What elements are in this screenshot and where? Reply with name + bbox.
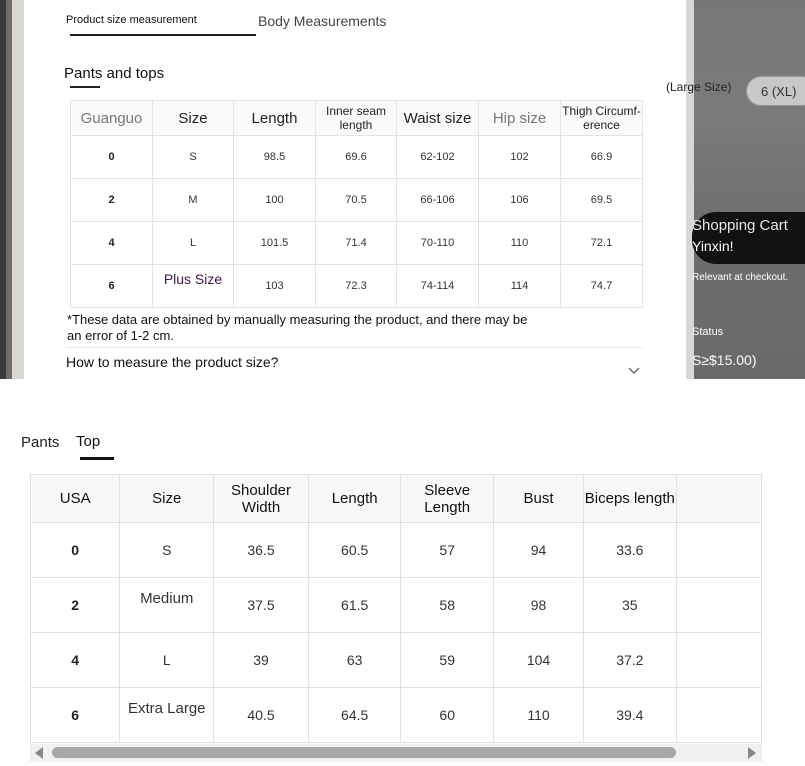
column-header: USA [31, 475, 120, 523]
table-cell: 2 [71, 179, 153, 222]
table-cell: 37.5 [214, 578, 309, 633]
table-cell: 100 [234, 179, 316, 222]
size-label: Extra Large [127, 699, 206, 717]
size-option-large[interactable]: (Large Size) [666, 80, 732, 94]
arrow-right-icon[interactable] [748, 747, 756, 759]
section-title[interactable]: Pants and tops [64, 65, 165, 82]
table-cell: 66.9 [561, 136, 643, 179]
table-cell: 66-106 [397, 179, 479, 222]
table-cell: 35 [584, 578, 676, 633]
table-cell [676, 688, 761, 743]
table-cell: 101.5 [234, 222, 316, 265]
table-cell: 74-114 [397, 265, 479, 308]
column-header [676, 475, 761, 523]
tab-body-measurements[interactable]: Body Measurements [258, 13, 387, 29]
table-row [31, 523, 762, 578]
tab-top[interactable]: Top [76, 433, 101, 450]
table-cell: 58 [401, 578, 494, 633]
table-cell: 4 [71, 222, 153, 265]
table-cell: 94 [494, 523, 584, 578]
column-header: Shoulder Width [214, 475, 309, 523]
table-cell: 98 [494, 578, 584, 633]
table-header-row [71, 101, 643, 136]
section-title-indicator [70, 86, 100, 88]
table-cell: 33.6 [584, 523, 676, 578]
measurement-note: *These data are obtained by manually measuring the product, and there may be an error of 1-2 cm. [67, 312, 528, 343]
table-cell: 57 [401, 523, 494, 578]
tab-pants[interactable]: Pants [21, 434, 60, 451]
table-cell: 36.5 [214, 523, 309, 578]
table-cell: 4 [31, 633, 120, 688]
table-cell: 62-102 [397, 136, 479, 179]
table-cell: S [120, 523, 214, 578]
table-cell: 0 [71, 136, 153, 179]
table-cell: 60.5 [308, 523, 401, 578]
divider [66, 347, 642, 348]
table-cell [676, 633, 761, 688]
table-cell: 40.5 [214, 688, 309, 743]
table-cell: S [153, 136, 234, 179]
table-cell: 106 [479, 179, 561, 222]
shipping-threshold: S≥$15.00) [692, 352, 757, 368]
table-cell: 60 [401, 688, 494, 743]
page-backdrop [686, 0, 805, 379]
table-cell: 72.3 [316, 265, 397, 308]
table-cell: 70.5 [316, 179, 397, 222]
table-cell [676, 523, 761, 578]
table-cell [120, 578, 214, 633]
shopping-cart-title[interactable]: Shopping Cart [692, 217, 788, 234]
table-cell: L [120, 633, 214, 688]
table-cell: 39 [214, 633, 309, 688]
table-row [71, 265, 643, 308]
table-cell: 0 [31, 523, 120, 578]
table-cell: 104 [494, 633, 584, 688]
table-cell: 72.1 [561, 222, 643, 265]
table-cell: 110 [479, 222, 561, 265]
table-cell: 114 [479, 265, 561, 308]
table-row [71, 179, 643, 222]
column-header: Sleeve Length [401, 475, 494, 523]
shopping-cart-user: Yinxin! [692, 238, 734, 254]
scrollbar-thumb[interactable] [52, 747, 676, 758]
status-label: Status [692, 326, 724, 338]
table-cell: 63 [308, 633, 401, 688]
column-header: Length [234, 101, 316, 136]
table-cell: 2 [31, 578, 120, 633]
table-cell: 37.2 [584, 633, 676, 688]
table-row [31, 578, 762, 633]
arrow-left-icon[interactable] [35, 747, 43, 759]
column-header: Guanguo [71, 101, 153, 136]
panel-divider [686, 0, 694, 379]
size-label: Medium [140, 589, 194, 607]
table-cell: 74.7 [561, 265, 643, 308]
table-row [31, 688, 762, 743]
column-header: Length [308, 475, 401, 523]
table-cell [153, 265, 234, 308]
top-size-table-scroll-area[interactable] [30, 474, 762, 744]
column-header: Hip size [479, 101, 561, 136]
plus-size-label: Plus Size [163, 271, 223, 287]
table-cell: 6 [31, 688, 120, 743]
table-header-row [31, 475, 762, 523]
table-cell: L [153, 222, 234, 265]
column-header: Size [153, 101, 234, 136]
tab-product-size-measurement[interactable]: Product size measurement [66, 14, 197, 26]
table-cell: 103 [234, 265, 316, 308]
table-cell: 102 [479, 136, 561, 179]
checkout-note: Relevant at checkout. [692, 272, 789, 283]
chevron-down-icon[interactable] [628, 366, 640, 376]
table-cell: M [153, 179, 234, 222]
column-header: Inner seam length [316, 101, 397, 136]
how-to-measure-toggle[interactable]: How to measure the product size? [66, 354, 279, 370]
table-cell: 64.5 [308, 688, 401, 743]
active-tab-indicator [70, 34, 256, 36]
product-size-panel [0, 0, 805, 379]
table-row [71, 222, 643, 265]
table-cell: 71.4 [316, 222, 397, 265]
table-cell: 69.6 [316, 136, 397, 179]
column-header: Thigh Circumf-erence [561, 101, 643, 136]
column-header: Size [120, 475, 214, 523]
size-option-xl[interactable]: 6 (XL) [746, 76, 805, 106]
table-cell: 61.5 [308, 578, 401, 633]
table-cell: 6 [71, 265, 153, 308]
column-header: Waist size [397, 101, 479, 136]
table-cell: 70-110 [397, 222, 479, 265]
table-cell: 59 [401, 633, 494, 688]
table-cell: 39.4 [584, 688, 676, 743]
table-cell: 110 [494, 688, 584, 743]
background-edge [0, 0, 24, 379]
column-header: Biceps length [584, 475, 676, 523]
column-header: Bust [494, 475, 584, 523]
table-cell [120, 688, 214, 743]
active-tab-indicator [80, 457, 114, 460]
table-cell: 69.5 [561, 179, 643, 222]
top-size-table [30, 474, 762, 743]
table-row [31, 633, 762, 688]
pants-size-table [70, 100, 643, 308]
table-cell [676, 578, 761, 633]
table-cell: 98.5 [234, 136, 316, 179]
table-row [71, 136, 643, 179]
